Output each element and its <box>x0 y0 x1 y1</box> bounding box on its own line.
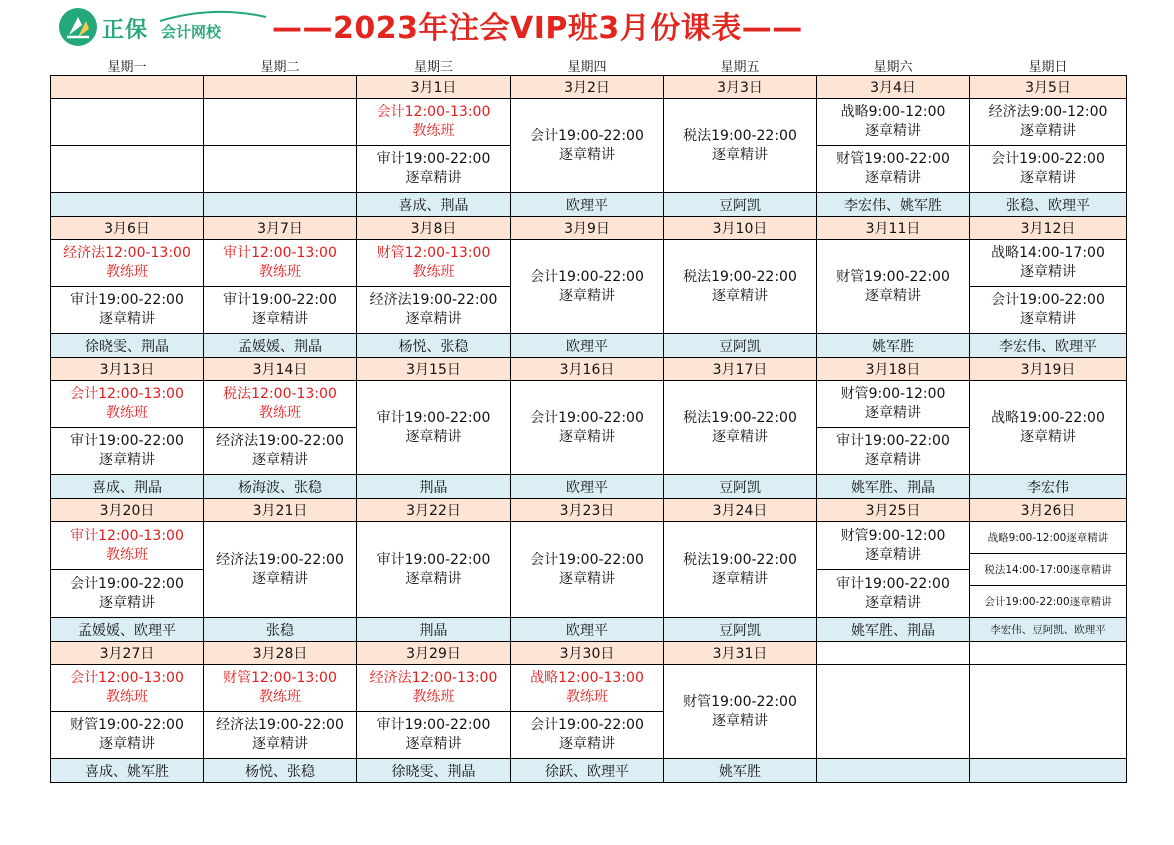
course-cell <box>51 381 204 428</box>
course-cell <box>664 381 817 475</box>
course-line: 经济法9:00-12:00 <box>988 104 1108 120</box>
course-cell <box>357 381 511 475</box>
course-cell <box>511 99 664 193</box>
course-cell <box>817 665 970 759</box>
course-line: 逐章精讲 <box>559 570 615 587</box>
date-cell <box>51 76 204 99</box>
schedule-table <box>50 56 1127 783</box>
course-cell <box>357 665 511 712</box>
course-line: 审计19:00-22:00 <box>836 575 950 592</box>
teacher-cell: 孟媛媛、荆晶 <box>204 334 357 358</box>
course-cell <box>970 381 1127 475</box>
course-line: 教练班 <box>106 264 148 280</box>
course-line: 逐章精讲 <box>1020 264 1076 280</box>
teacher-cell: 李宏伟、豆阿凯、欧理平 <box>970 618 1127 642</box>
date-cell: 3月7日 <box>204 217 357 240</box>
date-cell: 3月17日 <box>664 358 817 381</box>
teacher-cell: 豆阿凯 <box>664 475 817 499</box>
course-cell <box>204 522 357 618</box>
course-line: 会计19:00-22:00 <box>991 292 1105 308</box>
course-cell <box>51 99 204 146</box>
weekday-header: 星期四 <box>511 56 664 76</box>
weekday-header-row <box>51 56 1127 76</box>
teacher-cell <box>817 759 970 783</box>
course-cell <box>204 240 357 287</box>
teacher-cell: 豆阿凯 <box>664 334 817 358</box>
date-cell: 3月15日 <box>357 358 511 381</box>
course-row-1 <box>51 99 1127 146</box>
course-cell <box>970 287 1127 334</box>
course-line: 会计19:00-22:00 <box>530 127 644 144</box>
course-line: 逐章精讲 <box>99 452 155 468</box>
date-cell: 3月10日 <box>664 217 817 240</box>
course-row-1 <box>51 522 1127 570</box>
course-line: 经济法12:00-13:00 <box>63 245 191 261</box>
course-cell <box>970 99 1127 146</box>
date-cell: 3月9日 <box>511 217 664 240</box>
teacher-cell: 豆阿凯 <box>664 193 817 217</box>
teacher-cell: 姚军胜、荆晶 <box>817 618 970 642</box>
course-line: 逐章精讲 <box>865 287 921 304</box>
teacher-cell: 徐晓雯、荆晶 <box>51 334 204 358</box>
course-cell <box>817 381 970 428</box>
course-line: 教练班 <box>566 689 608 705</box>
course-line: 教练班 <box>259 689 301 705</box>
teacher-cell: 荆晶 <box>357 618 511 642</box>
weekday-header: 星期日 <box>970 56 1127 76</box>
course-row-1 <box>51 240 1127 287</box>
course-line: 逐章精讲 <box>865 452 921 468</box>
course-line: 逐章精讲 <box>1020 123 1076 139</box>
course-line: 逐章精讲 <box>559 428 615 445</box>
course-cell <box>511 712 664 759</box>
date-cell: 3月4日 <box>817 76 970 99</box>
date-row <box>51 76 1127 99</box>
brand-logo[interactable] <box>58 7 258 47</box>
course-line: 审计19:00-22:00 <box>70 433 184 449</box>
course-line: 逐章精讲 <box>559 736 615 752</box>
teacher-cell: 徐跃、欧理平 <box>511 759 664 783</box>
course-cell <box>51 146 204 193</box>
course-line: 教练班 <box>259 405 301 421</box>
course-line: 教练班 <box>106 405 148 421</box>
course-line: 会计19:00-22:00逐章精讲 <box>984 595 1112 608</box>
course-cell <box>970 146 1127 193</box>
brand-subtitle: 会计网校 <box>161 23 222 41</box>
course-line: 税法19:00-22:00 <box>683 127 797 144</box>
course-line: 逐章精讲 <box>99 311 155 327</box>
course-cell <box>51 428 204 475</box>
weekday-header: 星期六 <box>817 56 970 76</box>
teacher-cell: 李宏伟、姚军胜 <box>817 193 970 217</box>
course-cell <box>204 146 357 193</box>
course-line: 逐章精讲 <box>405 428 462 445</box>
course-cell <box>511 522 664 618</box>
course-line: 逐章精讲 <box>252 736 308 752</box>
course-cell <box>51 570 204 618</box>
course-line: 审计19:00-22:00 <box>376 551 491 568</box>
course-cell <box>204 381 357 428</box>
course-line: 财管19:00-22:00 <box>836 268 950 285</box>
date-cell: 3月28日 <box>204 642 357 665</box>
course-line: 税法19:00-22:00 <box>683 268 797 285</box>
date-cell: 3月19日 <box>970 358 1127 381</box>
course-line: 经济法19:00-22:00 <box>216 551 344 568</box>
date-cell: 3月6日 <box>51 217 204 240</box>
course-line: 战略14:00-17:00 <box>991 245 1105 261</box>
teacher-cell: 杨悦、张稳 <box>204 759 357 783</box>
course-line: 逐章精讲 <box>712 712 768 729</box>
course-line: 逐章精讲 <box>252 311 308 327</box>
date-cell: 3月20日 <box>51 499 204 522</box>
course-line: 逐章精讲 <box>865 405 921 421</box>
course-line: 税法19:00-22:00 <box>683 409 797 426</box>
course-cell <box>204 287 357 334</box>
course-line: 逐章精讲 <box>559 287 615 304</box>
course-cell <box>817 570 970 618</box>
course-cell <box>511 240 664 334</box>
date-cell <box>817 642 970 665</box>
teacher-cell: 欧理平 <box>511 618 664 642</box>
course-line: 教练班 <box>259 264 301 280</box>
teacher-row <box>51 759 1127 783</box>
course-cell <box>204 665 357 712</box>
course-cell <box>357 522 511 618</box>
course-cell <box>357 240 511 287</box>
course-line: 经济法19:00-22:00 <box>216 433 344 449</box>
course-cell <box>204 99 357 146</box>
course-line: 财管19:00-22:00 <box>836 151 950 167</box>
course-line: 逐章精讲 <box>1020 311 1076 327</box>
course-line: 税法14:00-17:00逐章精讲 <box>970 554 1126 586</box>
teacher-cell: 喜成、荆晶 <box>357 193 511 217</box>
date-cell: 3月21日 <box>204 499 357 522</box>
course-cell <box>51 522 204 570</box>
course-line: 会计19:00-22:00 <box>530 409 644 426</box>
course-cell <box>204 712 357 759</box>
course-line: 逐章精讲 <box>405 570 462 587</box>
course-line: 逐章精讲 <box>405 736 462 752</box>
page-header <box>0 0 1174 56</box>
course-cell <box>817 240 970 334</box>
date-cell: 3月25日 <box>817 499 970 522</box>
course-line: 会计19:00-22:00 <box>530 268 644 285</box>
date-cell: 3月11日 <box>817 217 970 240</box>
teacher-cell: 欧理平 <box>511 475 664 499</box>
course-cell-stacked <box>970 522 1127 618</box>
course-cell <box>51 712 204 759</box>
teacher-cell: 张稳、欧理平 <box>970 193 1127 217</box>
weekday-header: 星期五 <box>664 56 817 76</box>
teacher-cell: 孟媛媛、欧理平 <box>51 618 204 642</box>
teacher-cell: 杨海波、张稳 <box>204 475 357 499</box>
date-cell: 3月2日 <box>511 76 664 99</box>
course-line: 教练班 <box>412 264 455 280</box>
date-row <box>51 499 1127 522</box>
course-line: 财管9:00-12:00 <box>840 386 946 402</box>
course-line: 审计19:00-22:00 <box>836 433 950 449</box>
course-cell <box>357 99 511 146</box>
teacher-cell: 欧理平 <box>511 334 664 358</box>
course-cell <box>51 240 204 287</box>
teacher-cell: 荆晶 <box>357 475 511 499</box>
date-cell: 3月24日 <box>664 499 817 522</box>
course-cell <box>51 287 204 334</box>
course-line: 战略9:00-12:00逐章精讲 <box>970 522 1126 554</box>
date-cell: 3月16日 <box>511 358 664 381</box>
course-line: 逐章精讲 <box>1020 170 1076 186</box>
course-line: 逐章精讲 <box>559 146 615 163</box>
course-line: 逐章精讲 <box>712 570 768 587</box>
date-cell: 3月23日 <box>511 499 664 522</box>
teacher-cell: 姚军胜、荆晶 <box>817 475 970 499</box>
course-line: 逐章精讲 <box>405 311 462 327</box>
date-cell: 3月8日 <box>357 217 511 240</box>
date-cell: 3月14日 <box>204 358 357 381</box>
course-cell <box>204 428 357 475</box>
course-cell <box>970 240 1127 287</box>
teacher-cell: 张稳 <box>204 618 357 642</box>
course-line: 税法19:00-22:00 <box>683 551 797 568</box>
date-cell: 3月26日 <box>970 499 1127 522</box>
course-cell <box>664 99 817 193</box>
course-line: 教练班 <box>412 123 455 139</box>
course-line: 会计19:00-22:00 <box>991 151 1105 167</box>
course-line: 逐章精讲 <box>865 123 921 139</box>
teacher-cell: 欧理平 <box>511 193 664 217</box>
date-cell: 3月5日 <box>970 76 1127 99</box>
course-line: 会计19:00-22:00 <box>530 717 644 733</box>
teacher-cell: 李宏伟、欧理平 <box>970 334 1127 358</box>
teacher-row <box>51 334 1127 358</box>
course-line: 审计19:00-22:00 <box>376 151 491 167</box>
course-line: 会计12:00-13:00 <box>70 386 184 402</box>
course-line: 财管12:00-13:00 <box>376 245 491 261</box>
course-cell <box>511 381 664 475</box>
course-line: 审计12:00-13:00 <box>70 527 184 544</box>
page-title: ——2023年注会VIP班3月份课表—— <box>272 11 803 46</box>
date-row <box>51 358 1127 381</box>
brand-name: 正保 <box>102 18 149 43</box>
course-line: 审计19:00-22:00 <box>376 717 491 733</box>
course-line: 逐章精讲 <box>252 452 308 468</box>
course-line: 税法12:00-13:00 <box>223 386 337 402</box>
course-line: 战略9:00-12:00 <box>840 104 946 120</box>
course-cell <box>817 146 970 193</box>
course-line: 逐章精讲 <box>99 594 155 611</box>
course-line: 逐章精讲 <box>712 146 768 163</box>
course-cell <box>664 522 817 618</box>
date-row <box>51 642 1127 665</box>
teacher-cell: 豆阿凯 <box>664 618 817 642</box>
teacher-cell: 姚军胜 <box>664 759 817 783</box>
course-line: 教练班 <box>412 689 455 705</box>
teacher-cell: 姚军胜 <box>817 334 970 358</box>
course-line: 财管19:00-22:00 <box>683 693 797 710</box>
date-row <box>51 217 1127 240</box>
course-line: 逐章精讲 <box>865 594 921 611</box>
course-line: 审计19:00-22:00 <box>223 292 337 308</box>
course-line: 会计19:00-22:00 <box>530 551 644 568</box>
teacher-cell <box>204 193 357 217</box>
course-line: 会计12:00-13:00 <box>70 670 184 686</box>
course-line: 会计19:00-22:00 <box>70 575 184 592</box>
course-line: 经济法19:00-22:00 <box>369 292 498 308</box>
weekday-header: 星期一 <box>51 56 204 76</box>
course-cell <box>817 99 970 146</box>
course-line: 审计19:00-22:00 <box>70 292 184 308</box>
course-line: 战略12:00-13:00 <box>530 670 644 686</box>
teacher-cell <box>51 193 204 217</box>
course-line: 教练班 <box>106 689 148 705</box>
date-cell <box>970 642 1127 665</box>
teacher-cell <box>970 759 1127 783</box>
course-line: 财管19:00-22:00 <box>70 717 184 733</box>
date-cell: 3月31日 <box>664 642 817 665</box>
teacher-cell: 杨悦、张稳 <box>357 334 511 358</box>
course-cell <box>51 665 204 712</box>
date-cell: 3月3日 <box>664 76 817 99</box>
course-line: 逐章精讲 <box>252 570 308 587</box>
logo-icon <box>58 7 98 47</box>
course-cell <box>357 146 511 193</box>
date-cell: 3月18日 <box>817 358 970 381</box>
teacher-row <box>51 193 1127 217</box>
date-cell: 3月1日 <box>357 76 511 99</box>
teacher-cell: 徐晓雯、荆晶 <box>357 759 511 783</box>
course-line: 战略19:00-22:00 <box>991 409 1105 426</box>
course-line: 逐章精讲 <box>865 546 921 563</box>
course-line: 财管9:00-12:00 <box>840 527 946 544</box>
course-cell <box>511 665 664 712</box>
date-cell: 3月13日 <box>51 358 204 381</box>
teacher-cell: 李宏伟 <box>970 475 1127 499</box>
course-line: 财管12:00-13:00 <box>223 670 337 686</box>
course-line: 经济法12:00-13:00 <box>369 670 498 686</box>
weekday-header: 星期二 <box>204 56 357 76</box>
teacher-row <box>51 475 1127 499</box>
course-cell <box>664 665 817 759</box>
course-cell <box>357 712 511 759</box>
teacher-row <box>51 618 1127 642</box>
course-line: 经济法19:00-22:00 <box>216 717 344 733</box>
course-cell <box>970 665 1127 759</box>
course-line: 逐章精讲 <box>865 170 921 186</box>
course-line: 审计19:00-22:00 <box>376 409 491 426</box>
course-cell <box>817 522 970 570</box>
date-cell: 3月30日 <box>511 642 664 665</box>
date-cell: 3月27日 <box>51 642 204 665</box>
course-cell <box>664 240 817 334</box>
course-line: 逐章精讲 <box>712 287 768 304</box>
course-cell <box>357 287 511 334</box>
course-row-1 <box>51 665 1127 712</box>
course-line: 会计12:00-13:00 <box>376 104 491 120</box>
date-cell: 3月12日 <box>970 217 1127 240</box>
course-line: 逐章精讲 <box>712 428 768 445</box>
date-cell: 3月29日 <box>357 642 511 665</box>
course-line: 逐章精讲 <box>1020 428 1076 445</box>
course-line: 教练班 <box>106 546 148 563</box>
course-cell <box>817 428 970 475</box>
teacher-cell: 喜成、荆晶 <box>51 475 204 499</box>
course-row-1 <box>51 381 1127 428</box>
course-line: 审计12:00-13:00 <box>223 245 337 261</box>
date-cell <box>204 76 357 99</box>
teacher-cell: 喜成、姚军胜 <box>51 759 204 783</box>
course-line: 逐章精讲 <box>405 170 462 186</box>
date-cell: 3月22日 <box>357 499 511 522</box>
course-line: 逐章精讲 <box>99 736 155 752</box>
weekday-header: 星期三 <box>357 56 511 76</box>
